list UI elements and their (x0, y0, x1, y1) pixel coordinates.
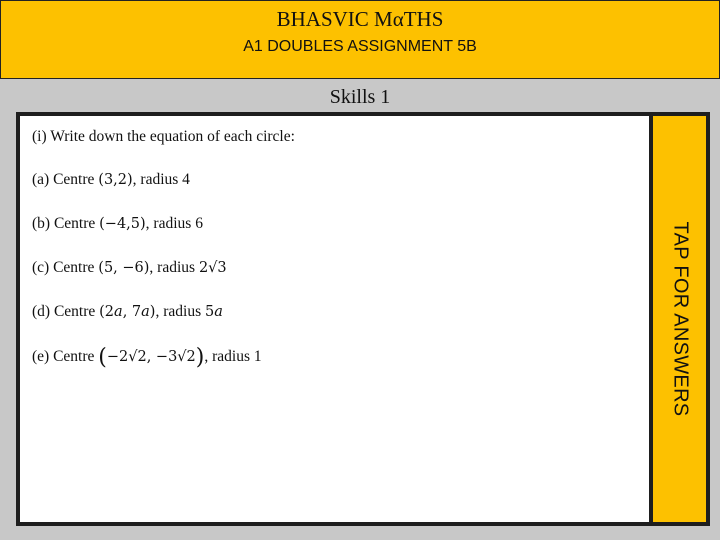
radius-label: , radius (132, 171, 183, 188)
radius-label: , radius (149, 259, 199, 276)
variable-a: a (114, 304, 123, 320)
question-part-a (32, 171, 190, 189)
part-label: (e) Centre (32, 348, 99, 365)
centre-value: −2√2, −3√2 (106, 349, 196, 365)
radius-value: 1 (253, 348, 262, 365)
radius-value: 4 (182, 171, 190, 188)
part-label: (c) Centre (32, 259, 99, 276)
part-label: (d) Centre (32, 303, 100, 320)
close-paren: ) (195, 345, 205, 370)
radius-value: 5 (204, 304, 215, 320)
header-banner (0, 0, 720, 79)
question-part-b (32, 215, 203, 233)
question-box (20, 116, 649, 522)
radius-value: 2√3 (198, 260, 227, 276)
question-panel (16, 112, 710, 526)
variable-a: a (141, 304, 150, 320)
page-title: BHASVIC MαTHS (276, 7, 444, 31)
open-paren: ( (98, 345, 107, 370)
page-subtitle: A1 DOUBLES ASSIGNMENT 5B (243, 38, 477, 55)
centre-mid: , 7 (122, 304, 142, 320)
part-label: (b) Centre (32, 215, 100, 232)
centre-value: (5, −6) (98, 260, 150, 276)
variable-a: a (214, 304, 223, 320)
centre-close: ) (149, 304, 156, 320)
question-part-d (32, 303, 223, 321)
answers-button-label: TAP FOR ANSWERS (669, 221, 691, 417)
radius-label: , radius (145, 215, 196, 232)
radius-label: , radius (204, 348, 254, 365)
question-part-c (32, 259, 227, 277)
centre-open: (2 (99, 304, 115, 320)
question-part-e (32, 345, 262, 370)
radius-label: , radius (155, 303, 205, 320)
centre-value: (−4,5) (99, 216, 146, 232)
centre-value: (3,2) (98, 172, 133, 188)
radius-value: 6 (195, 215, 203, 232)
section-title: Skills 1 (329, 86, 391, 108)
tap-for-answers-button[interactable] (653, 116, 706, 522)
part-label: (a) Centre (32, 171, 99, 188)
question-prompt: (i) Write down the equation of each circle: (32, 128, 295, 145)
